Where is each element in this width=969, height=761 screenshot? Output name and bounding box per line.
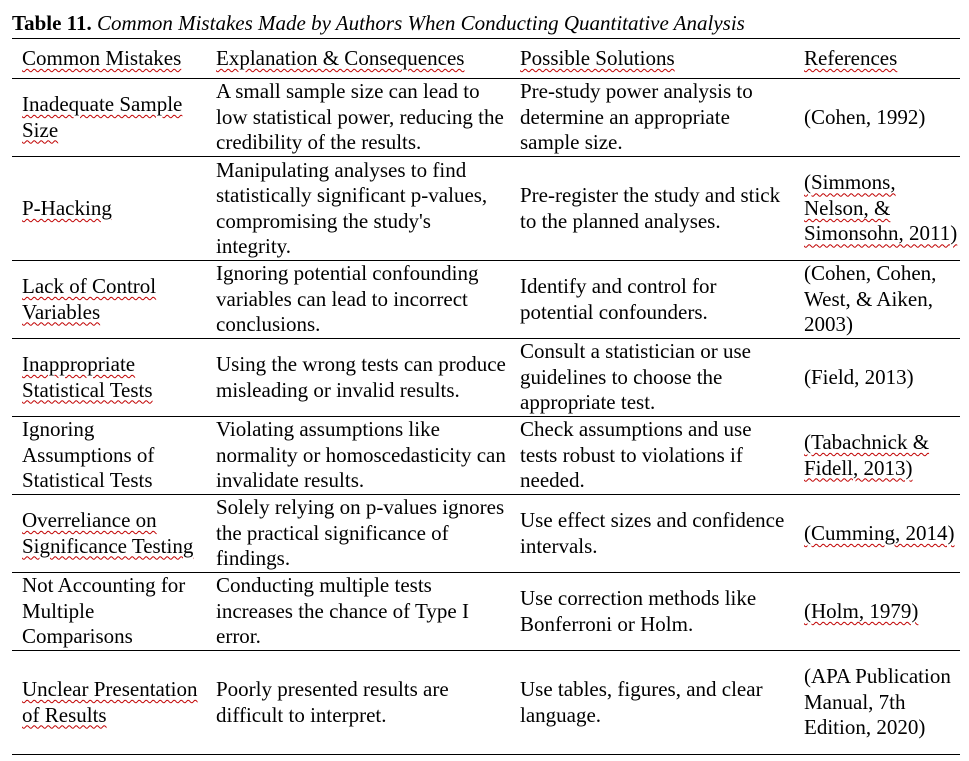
- cell-solution: Use effect sizes and confidence intervals.: [510, 495, 794, 573]
- cell-reference: (Cohen, Cohen, West, & Aiken, 2003): [794, 261, 960, 339]
- table-row: [12, 573, 960, 651]
- cell-mistake: Lack of Control Variables: [12, 261, 206, 339]
- cell-explanation: Manipulating analyses to find statistically significant p-values, compromising the study's integrity.: [206, 157, 510, 261]
- cell-reference: (Simmons, Nelson, & Simonsohn, 2011): [794, 157, 960, 261]
- cell-mistake: Not Accounting for Multiple Comparisons: [12, 573, 206, 651]
- cell-reference: (Holm, 1979): [794, 573, 960, 651]
- cell-mistake: Ignoring Assumptions of Statistical Tests: [12, 417, 206, 495]
- cell-reference: (Cumming, 2014): [794, 495, 960, 573]
- cell-explanation: Poorly presented results are difficult to interpret.: [206, 651, 510, 755]
- cell-solution: Consult a statistician or use guidelines to choose the appropriate test.: [510, 339, 794, 417]
- table-row: [12, 651, 960, 755]
- cell-mistake: P-Hacking: [12, 157, 206, 261]
- table-row: [12, 261, 960, 339]
- cell-explanation: Using the wrong tests can produce misleading or invalid results.: [206, 339, 510, 417]
- header-cell-solutions: Possible Solutions: [510, 39, 794, 79]
- cell-mistake: Inadequate Sample Size: [12, 79, 206, 157]
- cell-explanation: Conducting multiple tests increases the chance of Type I error.: [206, 573, 510, 651]
- cell-solution: Use correction methods like Bonferroni or Holm.: [510, 573, 794, 651]
- header-row: [12, 39, 960, 79]
- cell-solution: Check assumptions and use tests robust to violations if needed.: [510, 417, 794, 495]
- table-caption: [12, 10, 745, 36]
- cell-solution: Pre-register the study and stick to the planned analyses.: [510, 157, 794, 261]
- table-row: [12, 157, 960, 261]
- cell-mistake: Inappropriate Statistical Tests: [12, 339, 206, 417]
- cell-solution: Pre-study power analysis to determine an appropriate sample size.: [510, 79, 794, 157]
- table-row: [12, 79, 960, 157]
- cell-explanation: A small sample size can lead to low statistical power, reducing the credibility of the results.: [206, 79, 510, 157]
- cell-explanation: Ignoring potential confounding variables can lead to incorrect conclusions.: [206, 261, 510, 339]
- header-cell-explanation: Explanation & Consequences: [206, 39, 510, 79]
- cell-explanation: Violating assumptions like normality or homoscedasticity can invalidate results.: [206, 417, 510, 495]
- cell-solution: Identify and control for potential confounders.: [510, 261, 794, 339]
- cell-reference: (Tabachnick & Fidell, 2013): [794, 417, 960, 495]
- table-title: Common Mistakes Made by Authors When Conducting Quantitative Analysis: [97, 11, 745, 35]
- table-label: Table 11.: [12, 11, 92, 35]
- cell-mistake: Unclear Presentation of Results: [12, 651, 206, 755]
- cell-mistake: Overreliance on Significance Testing: [12, 495, 206, 573]
- mistakes-table: [12, 38, 960, 755]
- cell-solution: Use tables, figures, and clear language.: [510, 651, 794, 755]
- cell-explanation: Solely relying on p-values ignores the practical significance of findings.: [206, 495, 510, 573]
- table-row: [12, 417, 960, 495]
- cell-reference: (APA Publication Manual, 7th Edition, 2020): [794, 651, 960, 755]
- table-row: [12, 495, 960, 573]
- header-cell-mistakes: Common Mistakes: [12, 39, 206, 79]
- header-cell-references: References: [794, 39, 960, 79]
- table-row: [12, 339, 960, 417]
- cell-reference: (Field, 2013): [794, 339, 960, 417]
- cell-reference: (Cohen, 1992): [794, 79, 960, 157]
